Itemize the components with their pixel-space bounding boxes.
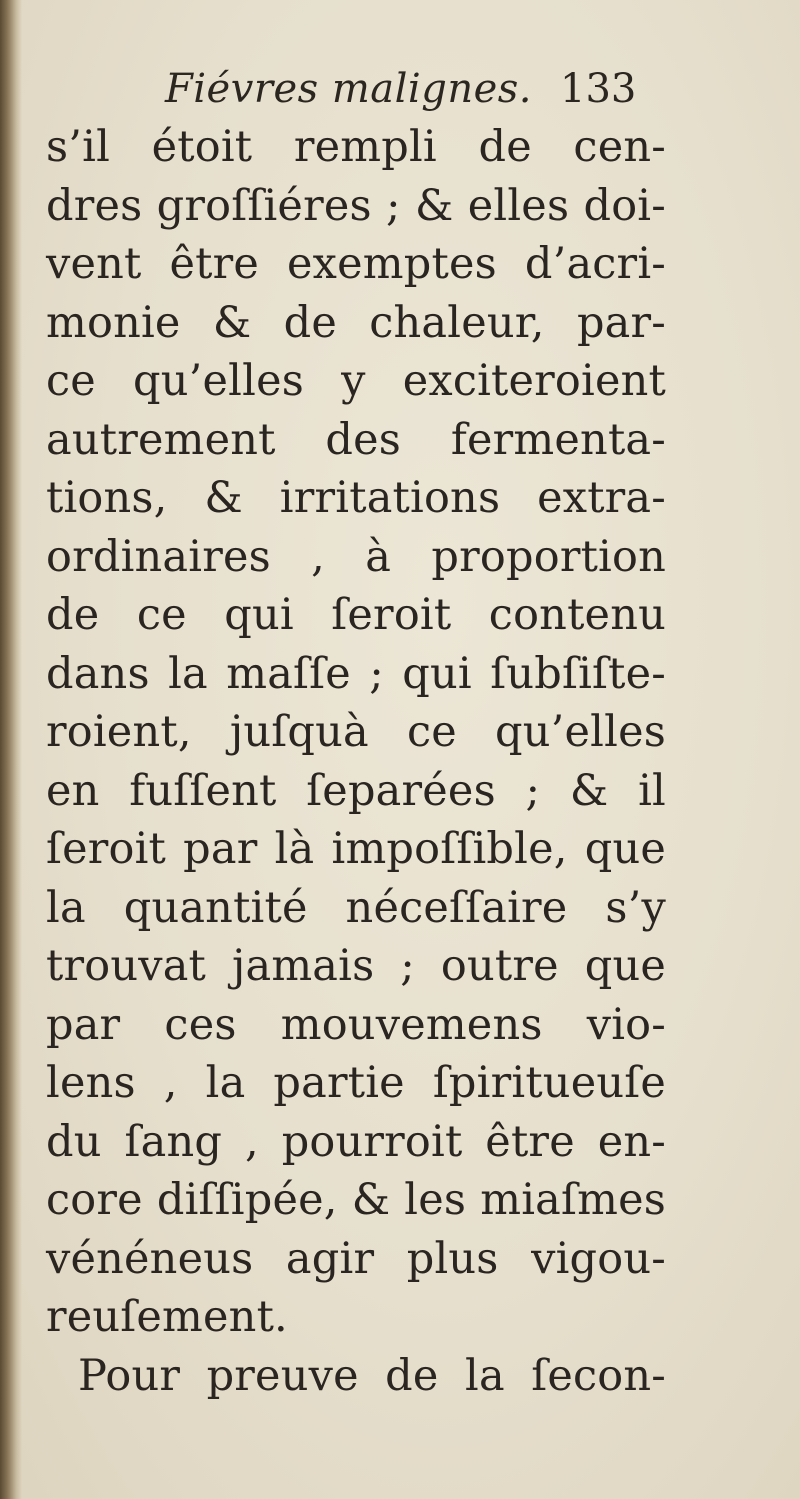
- text-line: autrement des fermenta-: [46, 414, 666, 465]
- text-line: trouvat jamais ; outre que: [46, 941, 666, 991]
- text-line-new-paragraph: Pour preuve de la ſecon-: [78, 1350, 666, 1401]
- body-text: [46, 118, 666, 1405]
- text-line: vénéneus agir plus vigou-: [46, 1233, 666, 1284]
- text-line-paragraph-end: reuſement.: [46, 1292, 288, 1342]
- text-line: du ſang , pourroit être en-: [46, 1116, 666, 1167]
- text-line: ce qu’elles y exciteroient: [46, 356, 666, 406]
- text-line: en fuſſent ſeparées ; & il: [46, 765, 666, 816]
- text-line: dres groſſiéres ; & elles doi-: [46, 180, 666, 231]
- text-line: dans la maſſe ; qui ſubſiſte-: [46, 648, 666, 699]
- text-line: roient, juſquà ce qu’elles: [46, 707, 666, 757]
- text-line: vent être exemptes d’acri-: [46, 239, 666, 289]
- page-binding-edge: [0, 0, 22, 1499]
- text-line: par ces mouvemens vio-: [46, 999, 666, 1050]
- text-line: de ce qui ſeroit contenu: [46, 590, 666, 640]
- text-line: tions, & irritations extra-: [46, 473, 666, 523]
- text-line: lens , la partie ſpiritueuſe: [46, 1058, 666, 1108]
- text-line: la quantité néceſſaire s’y: [46, 882, 666, 933]
- page-header: [165, 62, 665, 122]
- text-line: core diſſipée, & les miaſmes: [46, 1175, 666, 1225]
- text-line: s’il étoit rempli de cen-: [46, 122, 666, 172]
- running-head: Fiévres malignes.: [165, 66, 532, 112]
- page-number: 133: [560, 66, 637, 112]
- text-line: monie & de chaleur, par-: [46, 297, 666, 348]
- text-line: ordinaires , à proportion: [46, 531, 666, 582]
- text-line: ſeroit par là impoſſible, que: [46, 824, 666, 874]
